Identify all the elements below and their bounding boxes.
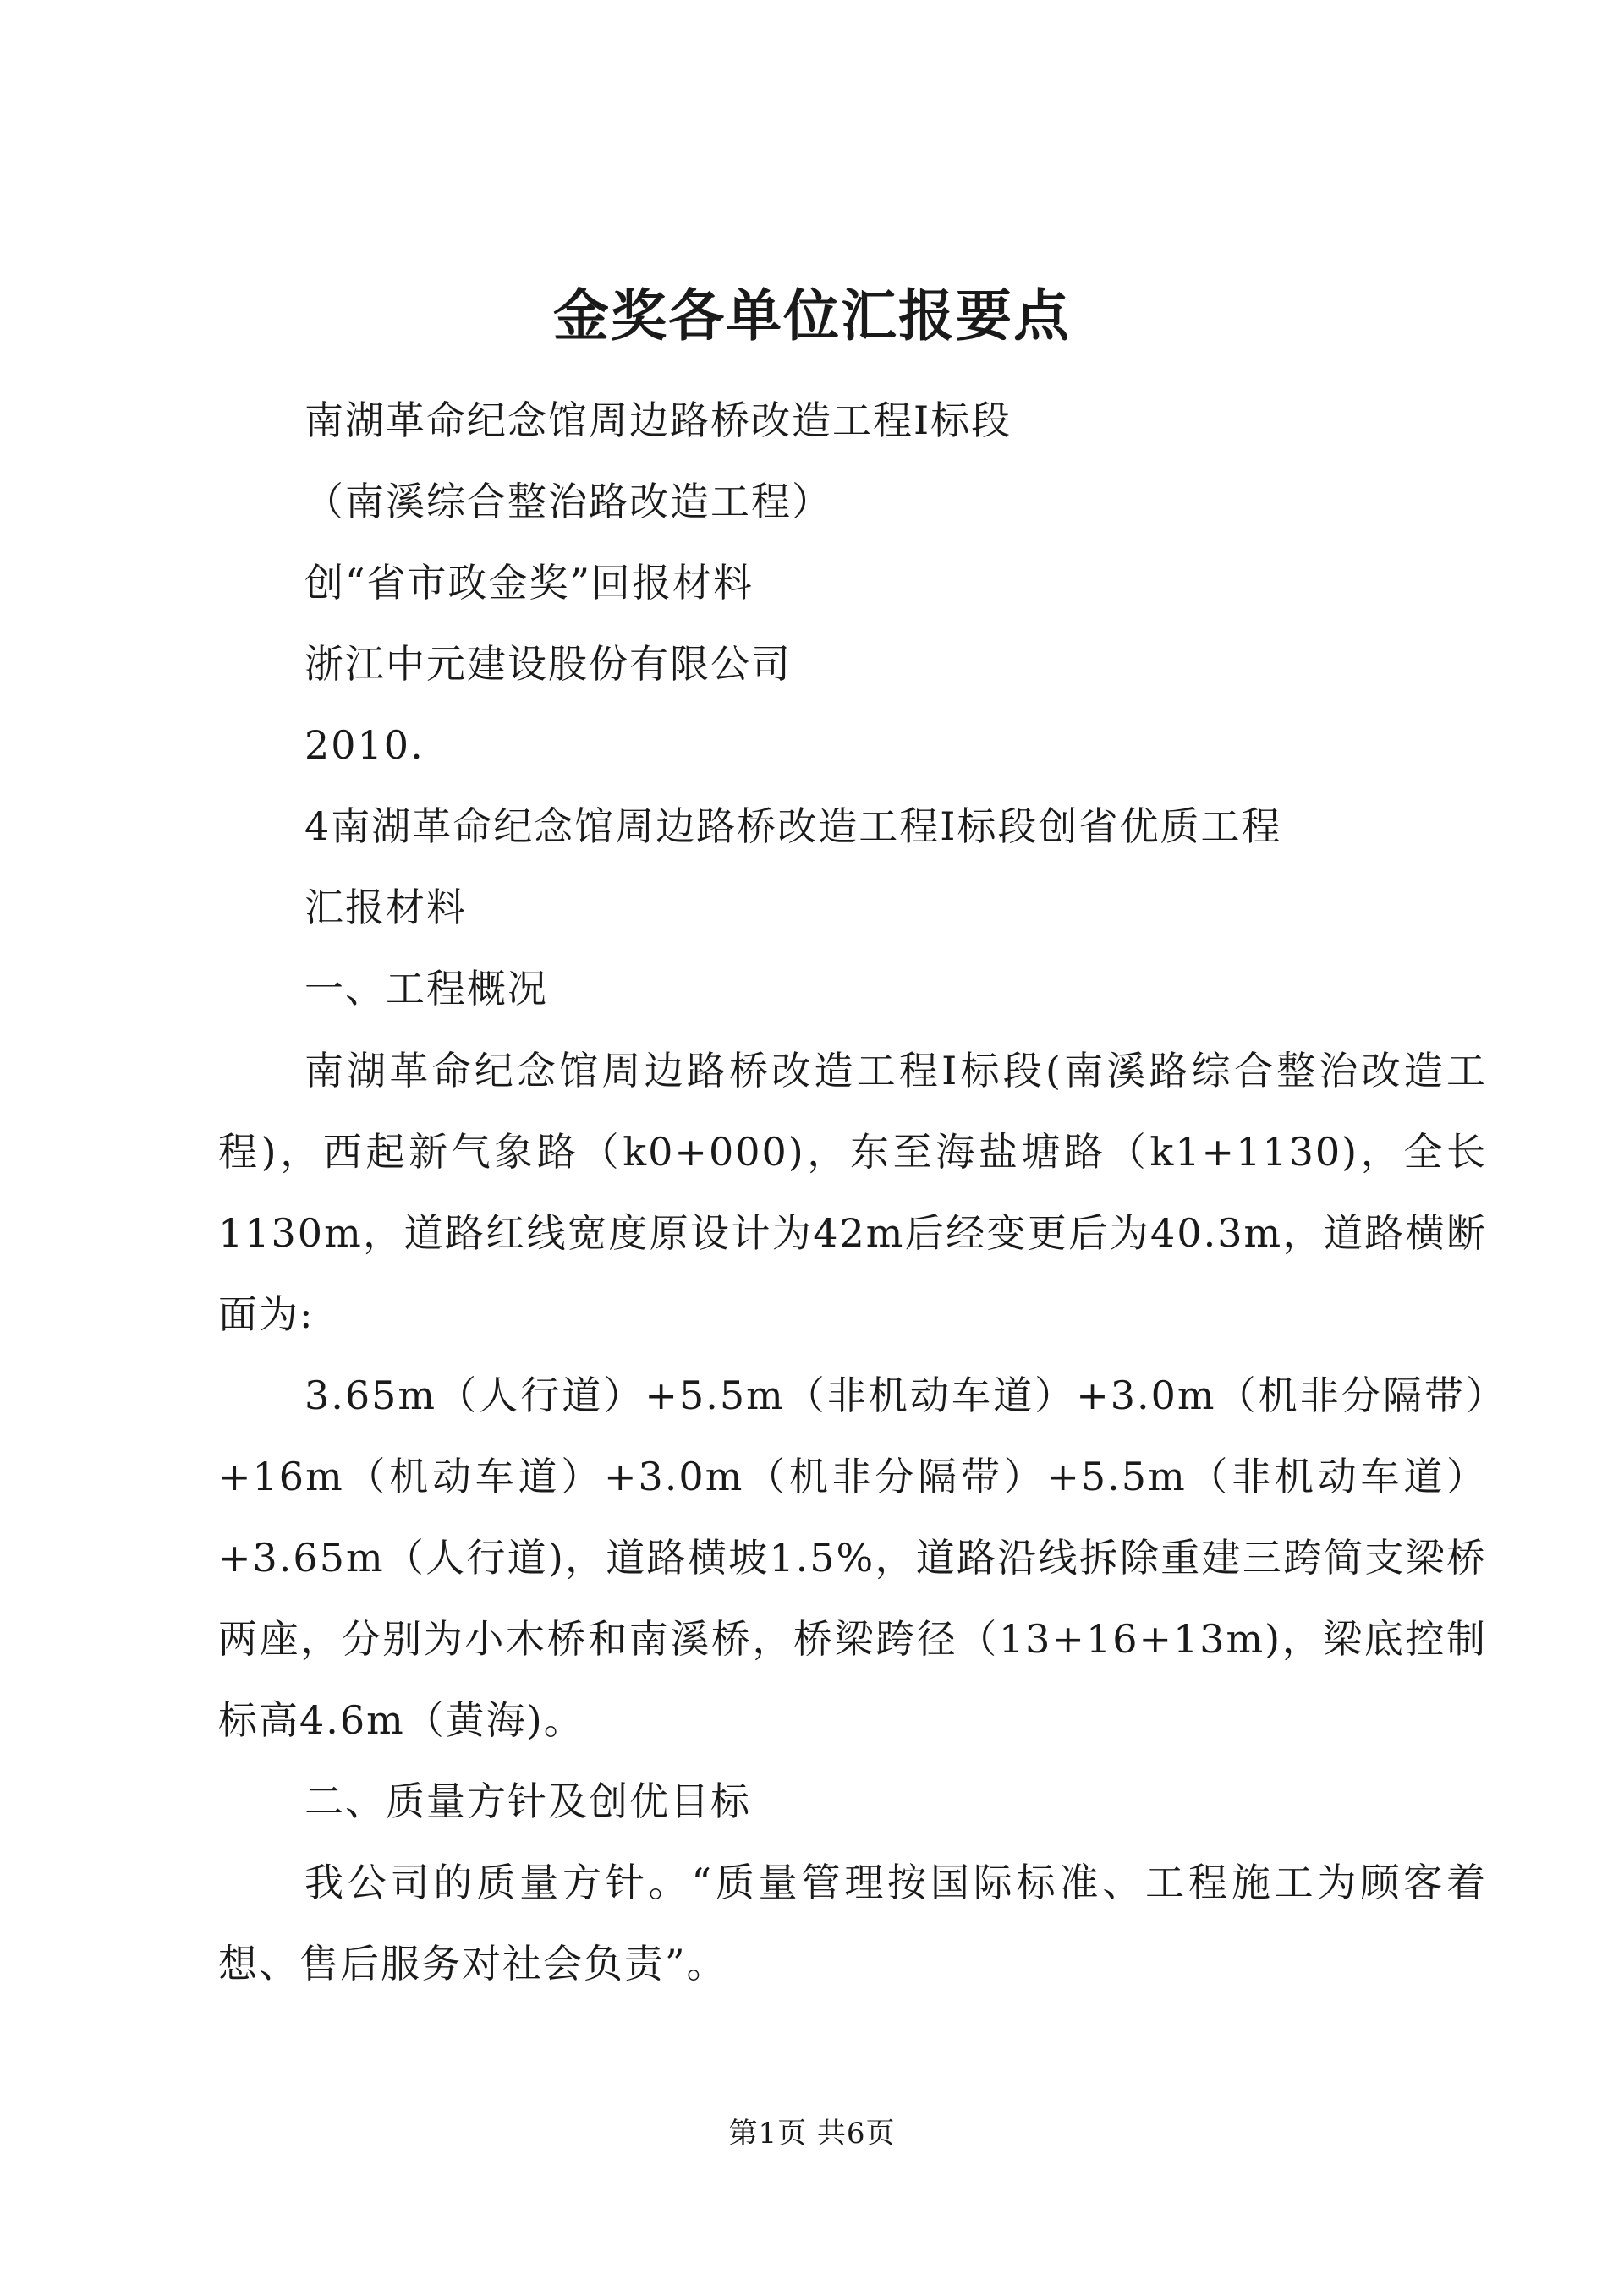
company-name-line: 浙江中元建设股份有限公司 — [304, 641, 792, 687]
quality-policy-paragraph: 我公司的质量方针。“质量管理按国际标准、工程施工为顾客着想、售后服务对社会负责”。 — [218, 1860, 1487, 1986]
section-heading-quality: 二、质量方针及创优目标 — [304, 1778, 751, 1824]
section-heading-overview: 一、工程概况 — [304, 966, 548, 1011]
document-title: 金奖各单位汇报要点 — [553, 282, 1071, 348]
project-name-line: 南湖革命纪念馆周边路桥改造工程Ⅰ标段 — [304, 397, 1012, 443]
cross-section-paragraph: 3.65m（人行道）+5.5m（非机动车道）+3.0m（机非分隔带）+16m（机动车道）+3.0m（机非分隔带）+5.5m（非机动车道）+3.65m（人行道)，道路横坡1.5%，道路沿线拆除重建三跨简支梁桥两座，分别为小木桥和南溪桥，桥梁跨径（13+16+13m)，梁底控制标高4.6m（黄海)。 — [218, 1373, 1487, 1743]
overview-paragraph: 南湖革命纪念馆周边路桥改造工程Ⅰ标段(南溪路综合整治改造工程)，西起新气象路（k0+000)，东至海盐塘路（k1+1130)，全长1130m，道路红线宽度原设计为42m后经变更后为40.3m，道路横断面为: — [218, 1048, 1487, 1337]
report-heading-line: 4南湖革命纪念馆周边路桥改造工程Ⅰ标段创省优质工程 — [304, 803, 1282, 849]
project-subname-line: （南溪综合整治路改造工程） — [304, 479, 832, 524]
report-material-line: 汇报材料 — [304, 885, 467, 930]
page-number-footer: 第1页 共6页 — [728, 2117, 896, 2151]
date-line: 2010. — [304, 722, 425, 768]
award-material-line: 创“省市政金奖”回报材料 — [304, 560, 754, 606]
